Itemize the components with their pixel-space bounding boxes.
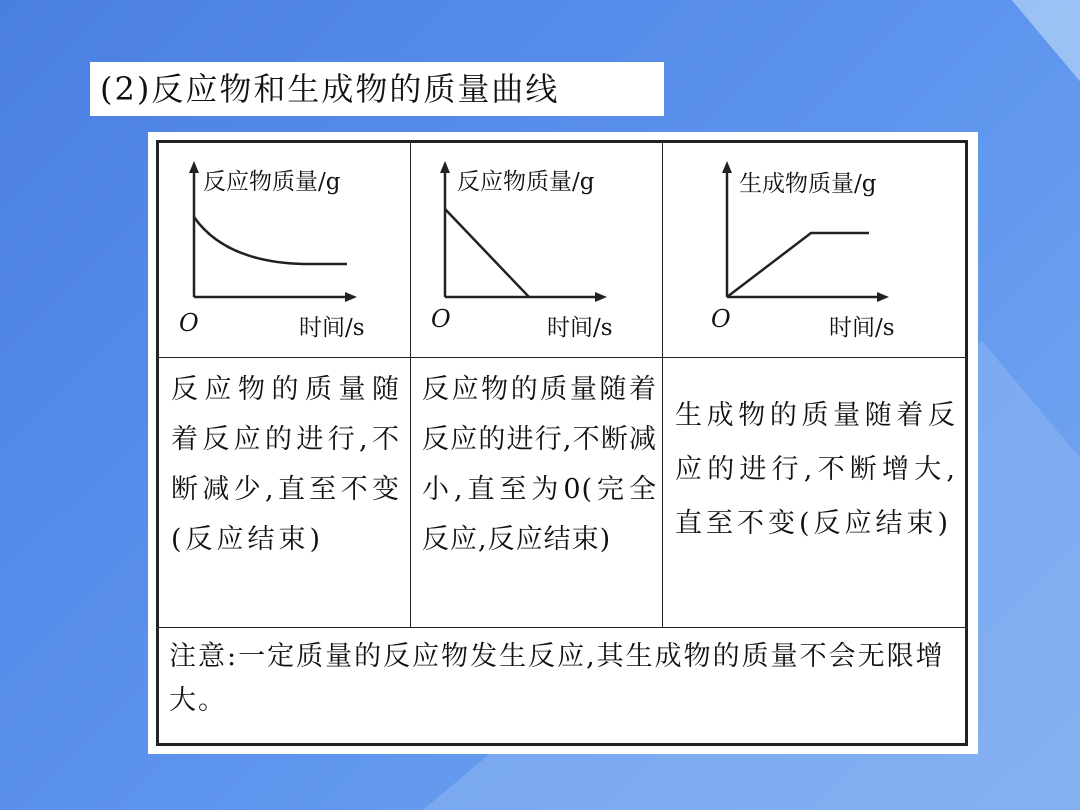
origin-label: O: [179, 309, 199, 337]
section-title: (2)反应物和生成物的质量曲线: [90, 62, 664, 116]
mass-line: [445, 209, 529, 297]
description-reactant-decrease: 反应物的质量随着反应的进行,不断减少,直至不变(反应结束): [171, 374, 403, 555]
x-axis-label: 时间/s: [547, 315, 613, 341]
y-axis-arrow-icon: [722, 161, 732, 173]
description-reactant-to-zero: 反应物的质量随着反应的进行,不断减小,直至为0(完全反应,反应结束): [422, 374, 657, 555]
content-panel: [148, 132, 978, 754]
graph-reactant-to-zero: [411, 143, 662, 358]
note-text: 注意:一定质量的反应物发生反应,其生成物的质量不会无限增大。: [169, 641, 945, 716]
y-axis-label: 反应物质量/g: [203, 169, 341, 195]
graph-reactant-decrease: [159, 143, 410, 358]
mass-curve: [194, 217, 347, 264]
description-product-increase: 生成物的质量随着反应的进行,不断增大,直至不变(反应结束): [675, 400, 959, 539]
y-axis-label: 反应物质量/g: [457, 169, 595, 195]
y-axis-arrow-icon: [440, 161, 450, 173]
graph-product-increase: [663, 143, 965, 358]
x-axis-arrow-icon: [595, 292, 607, 302]
x-axis-arrow-icon: [877, 292, 889, 302]
mass-line: [727, 233, 869, 297]
row-divider: [159, 627, 965, 628]
x-axis-label: 时间/s: [299, 315, 365, 341]
y-axis-label: 生成物质量/g: [739, 171, 877, 197]
comparison-table: [156, 140, 968, 746]
y-axis-arrow-icon: [189, 161, 199, 173]
x-axis-label: 时间/s: [829, 315, 895, 341]
origin-label: O: [711, 305, 731, 333]
x-axis-arrow-icon: [345, 292, 357, 302]
origin-label: O: [431, 305, 451, 333]
